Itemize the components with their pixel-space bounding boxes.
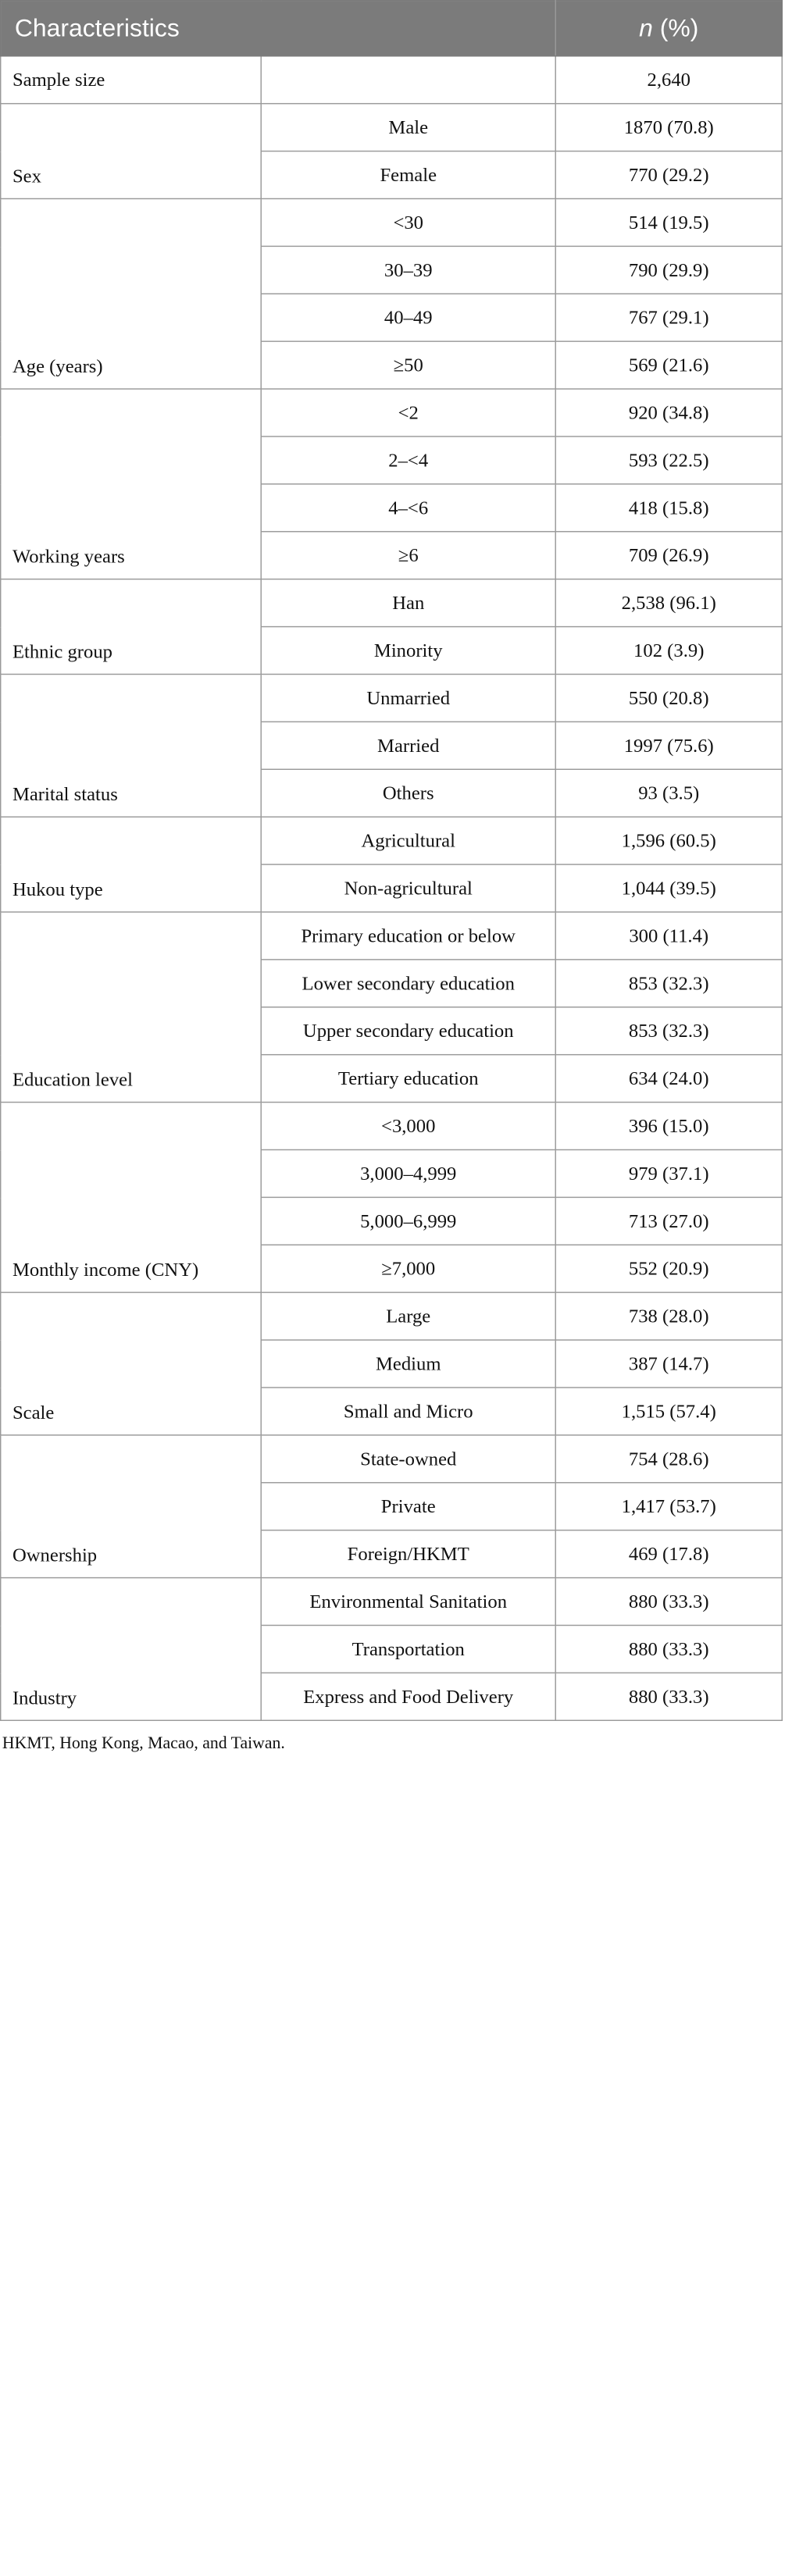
characteristic-label: Age (years) <box>1 198 262 389</box>
count-percent-value: 1,417 (53.7) <box>555 1483 782 1530</box>
header-percent: (%) <box>659 13 699 42</box>
category-label: Upper secondary education <box>261 1007 555 1055</box>
count-percent-value: 754 (28.6) <box>555 1435 782 1483</box>
count-percent-value: 469 (17.8) <box>555 1530 782 1578</box>
count-percent-value: 1997 (75.6) <box>555 721 782 769</box>
table-row <box>1 817 783 864</box>
count-percent-value: 790 (29.9) <box>555 246 782 294</box>
table-row <box>1 198 783 246</box>
table-row <box>1 389 783 436</box>
category-label: State-owned <box>261 1435 555 1483</box>
header-characteristics: Characteristics <box>1 1 556 56</box>
category-label: Female <box>261 151 555 199</box>
sample-size-row <box>1 56 783 104</box>
category-label: 4–<6 <box>261 484 555 532</box>
header-n-percent <box>555 1 782 56</box>
table-header-row <box>1 1 783 56</box>
count-percent-value: 920 (34.8) <box>555 389 782 436</box>
count-percent-value: 387 (14.7) <box>555 1340 782 1388</box>
characteristic-label: Industry <box>1 1578 262 1721</box>
sample-size-label: Sample size <box>1 56 262 104</box>
sample-size-value: 2,640 <box>555 56 782 104</box>
count-percent-value: 634 (24.0) <box>555 1055 782 1103</box>
category-label: Foreign/HKMT <box>261 1530 555 1578</box>
category-label: Others <box>261 769 555 817</box>
category-label: Unmarried <box>261 674 555 721</box>
category-label: Private <box>261 1483 555 1530</box>
characteristic-label: Sex <box>1 104 262 199</box>
count-percent-value: 853 (32.3) <box>555 1007 782 1055</box>
sample-size-empty-cell <box>261 56 555 104</box>
table-body <box>1 56 783 1721</box>
count-percent-value: 767 (29.1) <box>555 294 782 341</box>
characteristic-label: Marital status <box>1 674 262 817</box>
count-percent-value: 709 (26.9) <box>555 532 782 579</box>
table-row <box>1 674 783 721</box>
characteristic-label: Ethnic group <box>1 579 262 675</box>
category-label: 2–<4 <box>261 436 555 484</box>
table-row <box>1 912 783 960</box>
characteristic-label: Ownership <box>1 1435 262 1578</box>
count-percent-value: 1,044 (39.5) <box>555 864 782 912</box>
category-label: 30–39 <box>261 246 555 294</box>
category-label: <30 <box>261 198 555 246</box>
category-label: Non-agricultural <box>261 864 555 912</box>
count-percent-value: 418 (15.8) <box>555 484 782 532</box>
characteristic-label: Working years <box>1 389 262 579</box>
count-percent-value: 770 (29.2) <box>555 151 782 199</box>
category-label: Agricultural <box>261 817 555 864</box>
category-label: Married <box>261 721 555 769</box>
category-label: Lower secondary education <box>261 960 555 1007</box>
count-percent-value: 713 (27.0) <box>555 1197 782 1245</box>
characteristic-label: Scale <box>1 1292 262 1435</box>
count-percent-value: 1870 (70.8) <box>555 104 782 151</box>
count-percent-value: 396 (15.0) <box>555 1103 782 1150</box>
table-row <box>1 579 783 627</box>
category-label: ≥7,000 <box>261 1245 555 1292</box>
count-percent-value: 300 (11.4) <box>555 912 782 960</box>
category-label: Male <box>261 104 555 151</box>
count-percent-value: 1,596 (60.5) <box>555 817 782 864</box>
table-row <box>1 1578 783 1626</box>
table-footnote: HKMT, Hong Kong, Macao, and Taiwan. <box>2 1734 285 1753</box>
category-label: Large <box>261 1292 555 1340</box>
count-percent-value: 569 (21.6) <box>555 341 782 389</box>
category-label: Primary education or below <box>261 912 555 960</box>
count-percent-value: 93 (3.5) <box>555 769 782 817</box>
category-label: 3,000–4,999 <box>261 1149 555 1197</box>
category-label: Minority <box>261 627 555 675</box>
count-percent-value: 880 (33.3) <box>555 1673 782 1720</box>
table-row <box>1 1435 783 1483</box>
category-label: Express and Food Delivery <box>261 1673 555 1720</box>
count-percent-value: 880 (33.3) <box>555 1578 782 1626</box>
header-n: n <box>639 13 653 42</box>
count-percent-value: 593 (22.5) <box>555 436 782 484</box>
category-label: ≥6 <box>261 532 555 579</box>
count-percent-value: 550 (20.8) <box>555 674 782 721</box>
count-percent-value: 552 (20.9) <box>555 1245 782 1292</box>
count-percent-value: 514 (19.5) <box>555 198 782 246</box>
category-label: 40–49 <box>261 294 555 341</box>
category-label: <2 <box>261 389 555 436</box>
category-label: Medium <box>261 1340 555 1388</box>
category-label: 5,000–6,999 <box>261 1197 555 1245</box>
count-percent-value: 880 (33.3) <box>555 1625 782 1673</box>
table-row <box>1 104 783 151</box>
count-percent-value: 102 (3.9) <box>555 627 782 675</box>
count-percent-value: 853 (32.3) <box>555 960 782 1007</box>
category-label: Transportation <box>261 1625 555 1673</box>
characteristic-label: Monthly income (CNY) <box>1 1103 262 1293</box>
count-percent-value: 2,538 (96.1) <box>555 579 782 627</box>
count-percent-value: 979 (37.1) <box>555 1149 782 1197</box>
characteristic-label: Hukou type <box>1 817 262 912</box>
category-label: <3,000 <box>261 1103 555 1150</box>
count-percent-value: 738 (28.0) <box>555 1292 782 1340</box>
category-label: ≥50 <box>261 341 555 389</box>
table-row <box>1 1292 783 1340</box>
count-percent-value: 1,515 (57.4) <box>555 1388 782 1435</box>
category-label: Environmental Sanitation <box>261 1578 555 1626</box>
category-label: Small and Micro <box>261 1388 555 1435</box>
table-row <box>1 1103 783 1150</box>
category-label: Tertiary education <box>261 1055 555 1103</box>
characteristic-label: Education level <box>1 912 262 1103</box>
category-label: Han <box>261 579 555 627</box>
